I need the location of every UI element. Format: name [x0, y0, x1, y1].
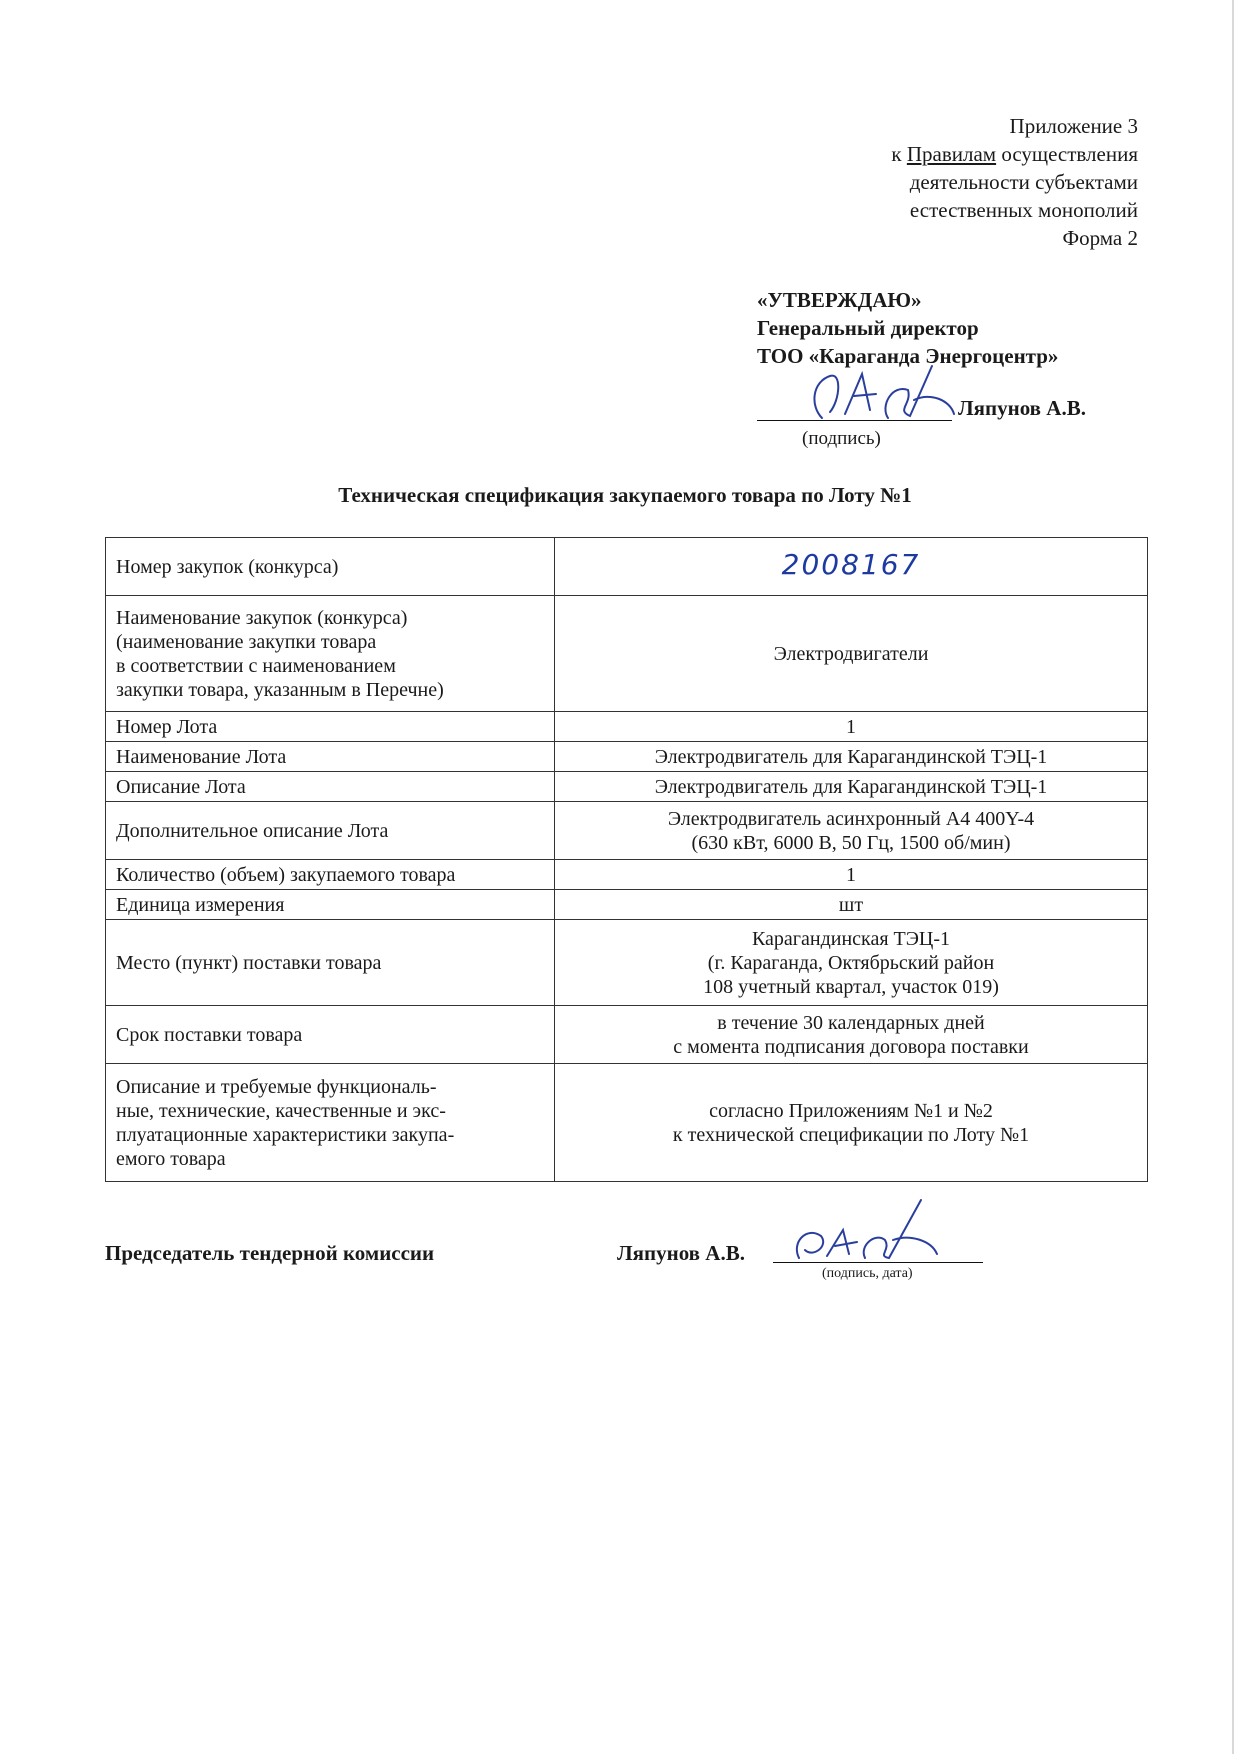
rules-link[interactable]: Правилам — [906, 142, 997, 166]
value-line: в течение 30 календарных дней — [717, 1011, 985, 1034]
row-value — [555, 920, 1148, 1006]
director-signature-line — [757, 420, 952, 421]
value-line: согласно Приложениям №1 и №2 — [709, 1099, 993, 1122]
label-line: плуатационные характеристики закупа- — [116, 1123, 455, 1146]
appendix-subjects-line: деятельности субъектами — [909, 170, 1138, 194]
table-row — [106, 742, 1148, 772]
director-name: Ляпунов А.В. — [958, 396, 1086, 420]
chairman-signature — [785, 1196, 945, 1268]
appendix-rules-line — [618, 140, 1138, 168]
table-row — [106, 596, 1148, 712]
label-line: в соответствии с наименованием — [116, 654, 396, 677]
table-row — [106, 712, 1148, 742]
label-line: Наименование закупок (конкурса) — [116, 606, 408, 629]
value-line: (630 кВт, 6000 В, 50 Гц, 1500 об/мин) — [691, 831, 1011, 854]
table-row — [106, 538, 1148, 596]
chairman-signature-line — [773, 1262, 983, 1263]
chairman-name: Ляпунов А.В. — [617, 1241, 745, 1265]
chairman-signature-caption: (подпись, дата) — [822, 1266, 913, 1281]
row-value — [555, 1064, 1148, 1182]
row-value — [555, 802, 1148, 860]
value-line: 108 учетный квартал, участок 019) — [703, 975, 999, 998]
row-label: Срок поставки товара — [106, 1006, 555, 1064]
table-row — [106, 890, 1148, 920]
row-label — [106, 1064, 555, 1182]
appendix-rules-prefix: к — [891, 142, 907, 166]
form-number: Форма 2 — [1062, 226, 1138, 250]
row-label: Место (пункт) поставки товара — [106, 920, 555, 1006]
row-value: 1 — [555, 712, 1148, 742]
table-row — [106, 920, 1148, 1006]
row-value — [555, 1006, 1148, 1064]
row-label — [106, 596, 555, 712]
row-label: Номер закупок (конкурса) — [106, 538, 555, 596]
row-label: Описание Лота — [106, 772, 555, 802]
table-row — [106, 802, 1148, 860]
procurement-number-cell — [555, 538, 1148, 596]
table-row — [106, 1006, 1148, 1064]
procurement-number: 2008167 — [781, 548, 921, 581]
label-line: (наименование закупки товара — [116, 630, 377, 653]
label-line: емого товара — [116, 1147, 226, 1170]
table-row — [106, 860, 1148, 890]
value-line: Карагандинская ТЭЦ-1 — [751, 927, 951, 950]
approval-header: «УТВЕРЖДАЮ» — [757, 288, 922, 312]
row-label: Дополнительное описание Лота — [106, 802, 555, 860]
appendix-monopolies-line: естественных монополий — [909, 198, 1138, 222]
table-row — [106, 1064, 1148, 1182]
row-value: Электродвигатель для Карагандинской ТЭЦ-1 — [555, 742, 1148, 772]
value-line: с момента подписания договора поставки — [673, 1035, 1029, 1058]
document-title: Техническая спецификация закупаемого товара по Лоту №1 — [338, 483, 912, 507]
specification-table — [105, 537, 1148, 1182]
row-label: Количество (объем) закупаемого товара — [106, 860, 555, 890]
signature-caption: (подпись) — [802, 428, 881, 449]
value-line: (г. Караганда, Октябрьский район — [707, 951, 995, 974]
appendix-number: Приложение 3 — [1009, 114, 1138, 138]
row-value: Электродвигатель для Карагандинской ТЭЦ-1 — [555, 772, 1148, 802]
appendix-rules-suffix: осуществления — [996, 142, 1138, 166]
approval-company: ТОО «Караганда Энергоцентр» — [757, 344, 1059, 368]
approval-position: Генеральный директор — [757, 316, 979, 340]
row-value: Электродвигатели — [555, 596, 1148, 712]
row-label: Наименование Лота — [106, 742, 555, 772]
scan-edge — [1232, 0, 1234, 1754]
label-line: ные, технические, качественные и экс- — [116, 1099, 446, 1122]
label-line: Описание и требуемые функциональ- — [116, 1075, 437, 1098]
value-line: Электродвигатель асинхронный А4 400Y-4 — [667, 807, 1035, 830]
row-label: Номер Лота — [106, 712, 555, 742]
appendix-reference — [618, 112, 1138, 252]
row-value: шт — [555, 890, 1148, 920]
table-row — [106, 772, 1148, 802]
chairman-title: Председатель тендерной комиссии — [105, 1241, 435, 1265]
row-label: Единица измерения — [106, 890, 555, 920]
label-line: закупки товара, указанным в Перечне) — [116, 678, 444, 701]
row-value: 1 — [555, 860, 1148, 890]
value-line: к технической спецификации по Лоту №1 — [672, 1123, 1030, 1146]
approval-block — [757, 286, 1177, 370]
